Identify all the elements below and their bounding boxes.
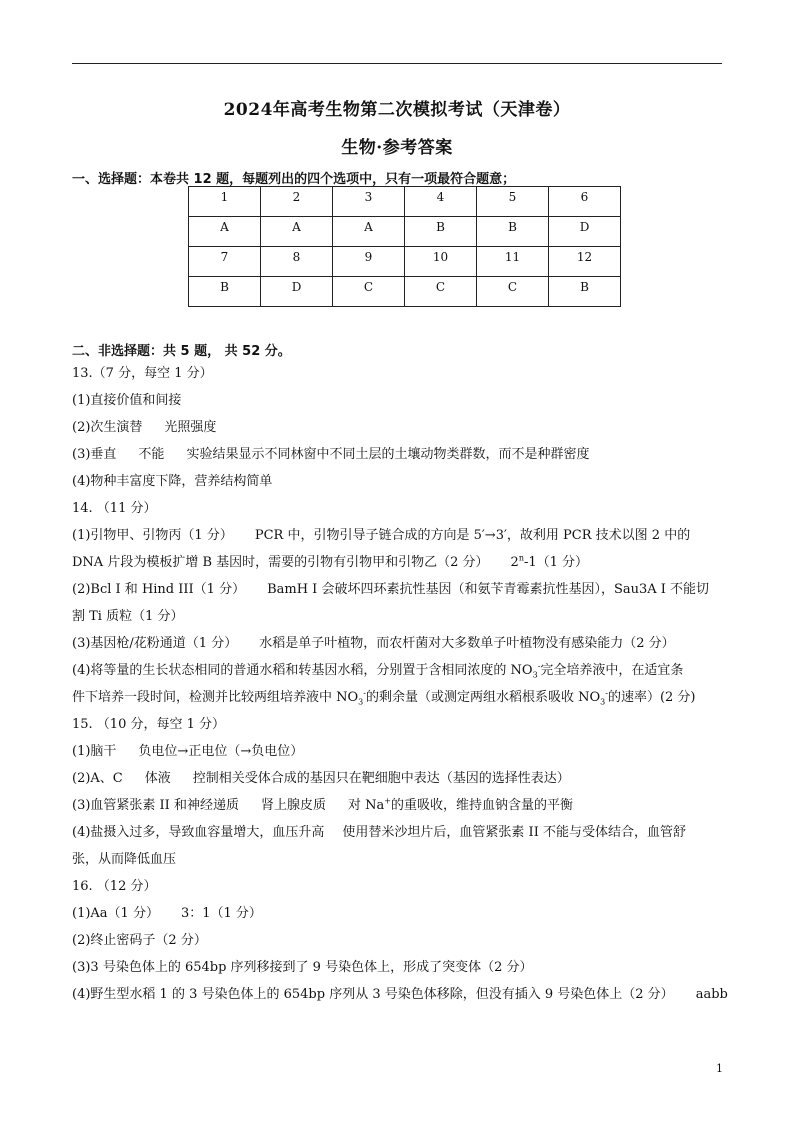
section-choice-heading: 一、选择题：本卷共 12 题，每题列出的四个选项中，只有一项最符合题意；: [72, 172, 516, 187]
q14-header: 14. （11 分）: [72, 501, 157, 516]
q15-answer-3c-post: 的重吸收，维持血钠含量的平衡: [390, 798, 573, 813]
answer-table: [188, 186, 621, 307]
table-cell: B: [477, 217, 549, 247]
table-cell: 8: [261, 247, 333, 277]
q14-answer-4-line2: [72, 689, 724, 707]
q16-answer-4b: aabb: [695, 987, 728, 1002]
q14-answer-1-line2: [72, 554, 724, 572]
table-cell: B: [189, 277, 261, 307]
table-cell: 1: [189, 187, 261, 217]
q15-answer-2b: 体液: [144, 771, 171, 786]
q13-answer-3b: 不能: [138, 447, 165, 462]
q14-answer-2b: BamH I 会破坏四环素抗性基因（和氨苄青霉素抗性基因），Sau3A I 不能切: [267, 582, 710, 597]
q14-answer-1b: PCR 中，引物引导子链合成的方向是 5′→3′，故利用 PCR 技术以图 2 中的: [254, 528, 691, 543]
q16-answer-1a: (1)Aa（1 分）: [72, 906, 159, 921]
q14-answer-4a-sub: 3: [532, 670, 538, 680]
q15-answer-4-line2: 张，从而降低血压: [72, 852, 177, 867]
q14-answer-1d-exp: n: [518, 553, 524, 563]
q14-answer-4b-pre: 件下培养一段时间，检测并比较两组培养液中 NO: [72, 690, 359, 705]
q15-answer-4a: (4)盐摄入过多，导致血容量增大，血压升高: [72, 825, 325, 840]
q14-answer-4b-sup: -: [363, 688, 366, 698]
q14-answer-4a-pre: (4)将等量的生长状态相同的普通水稻和转基因水稻，分别置于含相同浓度的 NO: [72, 663, 533, 678]
table-row: [189, 277, 621, 307]
q15-answer-1a: (1)脑干: [72, 744, 117, 759]
table-row: [189, 187, 621, 217]
q16-answer-4: [72, 986, 728, 1004]
q14-answer-1d: [511, 555, 589, 570]
q16-answer-2: (2)终止密码子（2 分）: [72, 933, 207, 948]
page-title: 2024年高考生物第二次模拟考试（天津卷）: [223, 100, 571, 120]
q14-answer-1c: DNA 片段为模板扩增 B 基因时，需要的引物有引物甲和引物乙（2 分）: [72, 555, 489, 570]
q15-answer-2a: (2)A、C: [72, 771, 123, 786]
table-cell: 9: [333, 247, 405, 277]
q14-answer-2-line2: 割 Ti 质粒（1 分）: [72, 609, 184, 624]
q14-answer-4b-sub2: 3: [600, 697, 606, 707]
table-cell: C: [333, 277, 405, 307]
q14-answer-1a: (1)引物甲、引物丙（1 分）: [72, 528, 233, 543]
q15-answer-3c: [348, 798, 573, 813]
table-cell: D: [261, 277, 333, 307]
q13-answer-3: [72, 446, 724, 464]
q13-answer-4: (4)物种丰富度下降，营养结构简单: [72, 474, 273, 489]
q14-answer-4a-post: 完全培养液中，在适宜条: [540, 663, 684, 678]
table-cell: 4: [405, 187, 477, 217]
q16-answer-1b: 3：1（1 分）: [180, 906, 262, 921]
q14-answer-1-line1: [72, 527, 724, 545]
table-cell: 3: [333, 187, 405, 217]
q15-answer-3c-sup: +: [384, 796, 391, 806]
table-cell: 12: [549, 247, 621, 277]
q15-answer-2c: 控制相关受体合成的基因只在靶细胞中表达（基因的选择性表达）: [192, 771, 570, 786]
table-cell: D: [549, 217, 621, 247]
q14-answer-1d-base: 2: [510, 555, 519, 570]
header-rule: [72, 63, 722, 64]
q15-answer-3: [72, 797, 724, 815]
section-nonchoice-heading: 二、非选择题：共 5 题， 共 52 分。: [72, 344, 291, 359]
q14-answer-4b-sup2: -: [605, 688, 608, 698]
q13-answer-3a: (3)垂直: [72, 447, 117, 462]
table-cell: C: [405, 277, 477, 307]
table-row: [189, 247, 621, 277]
q15-answer-1b: 负电位→正电位（→负电位）: [138, 744, 304, 759]
q16-answer-3: (3)3 号染色体上的 654bp 序列移接到了 9 号染色体上，形成了突变体（2 分）: [72, 960, 533, 975]
q14-answer-2-line1: [72, 581, 724, 599]
q15-header: 15. （10 分，每空 1 分）: [72, 717, 226, 732]
q15-answer-4b: 使用替米沙坦片后，血管紧张素 II 不能与受体结合，血管舒: [342, 825, 686, 840]
q14-answer-3b: 水稻是单子叶植物，而农杆菌对大多数单子叶植物没有感染能力（2 分）: [259, 636, 675, 651]
q13-answer-1: (1)直接价值和间接: [72, 393, 182, 408]
q16-header: 16. （12 分）: [72, 879, 157, 894]
page-subtitle: 生物·参考答案: [341, 138, 453, 158]
table-row: [189, 217, 621, 247]
q13-header: 13.（7 分，每空 1 分）: [72, 366, 213, 381]
q13-answer-2: [72, 419, 724, 437]
q14-answer-2a: (2)Bcl I 和 Hind III（1 分）: [72, 582, 246, 597]
table-cell: B: [405, 217, 477, 247]
q14-answer-4b-sub: 3: [358, 697, 364, 707]
q15-answer-3a: (3)血管紧张素 II 和神经递质: [72, 798, 239, 813]
q14-answer-4b-mid: 的剩余量（或测定两组水稻根系吸收 NO: [365, 690, 601, 705]
q14-answer-4b-post: 的速率）(2 分): [607, 690, 696, 705]
table-cell: C: [477, 277, 549, 307]
page-number: 1: [716, 1062, 723, 1075]
table-cell: 11: [477, 247, 549, 277]
q15-answer-4-line1: [72, 824, 724, 842]
table-cell: A: [189, 217, 261, 247]
q14-answer-1d-tail: -1（1 分）: [523, 555, 589, 570]
table-cell: 2: [261, 187, 333, 217]
table-cell: A: [333, 217, 405, 247]
q13-answer-3c: 实验结果显示不同林窗中不同土层的土壤动物类群数，而不是种群密度: [186, 447, 590, 462]
table-cell: A: [261, 217, 333, 247]
q16-answer-1: [72, 905, 724, 923]
q15-answer-3b: 肾上腺皮质: [260, 798, 326, 813]
q15-answer-1: [72, 743, 724, 761]
q13-answer-2b: 光照强度: [164, 420, 217, 435]
q14-answer-4-line1: [72, 662, 724, 680]
table-cell: 6: [549, 187, 621, 217]
q16-answer-4a: (4)野生型水稻 1 的 3 号染色体上的 654bp 序列从 3 号染色体移除，但没有插入 9 号染色体上（2 分）: [72, 987, 674, 1002]
q15-answer-2: [72, 770, 724, 788]
table-cell: 10: [405, 247, 477, 277]
q14-answer-3: [72, 635, 724, 653]
table-cell: 5: [477, 187, 549, 217]
q15-answer-3c-pre: 对 Na: [347, 798, 385, 813]
q14-answer-3a: (3)基因枪/花粉通道（1 分）: [72, 636, 238, 651]
table-cell: B: [549, 277, 621, 307]
q13-answer-2a: (2)次生演替: [72, 420, 143, 435]
table-cell: 7: [189, 247, 261, 277]
q14-answer-4a-sup: -: [537, 661, 541, 671]
